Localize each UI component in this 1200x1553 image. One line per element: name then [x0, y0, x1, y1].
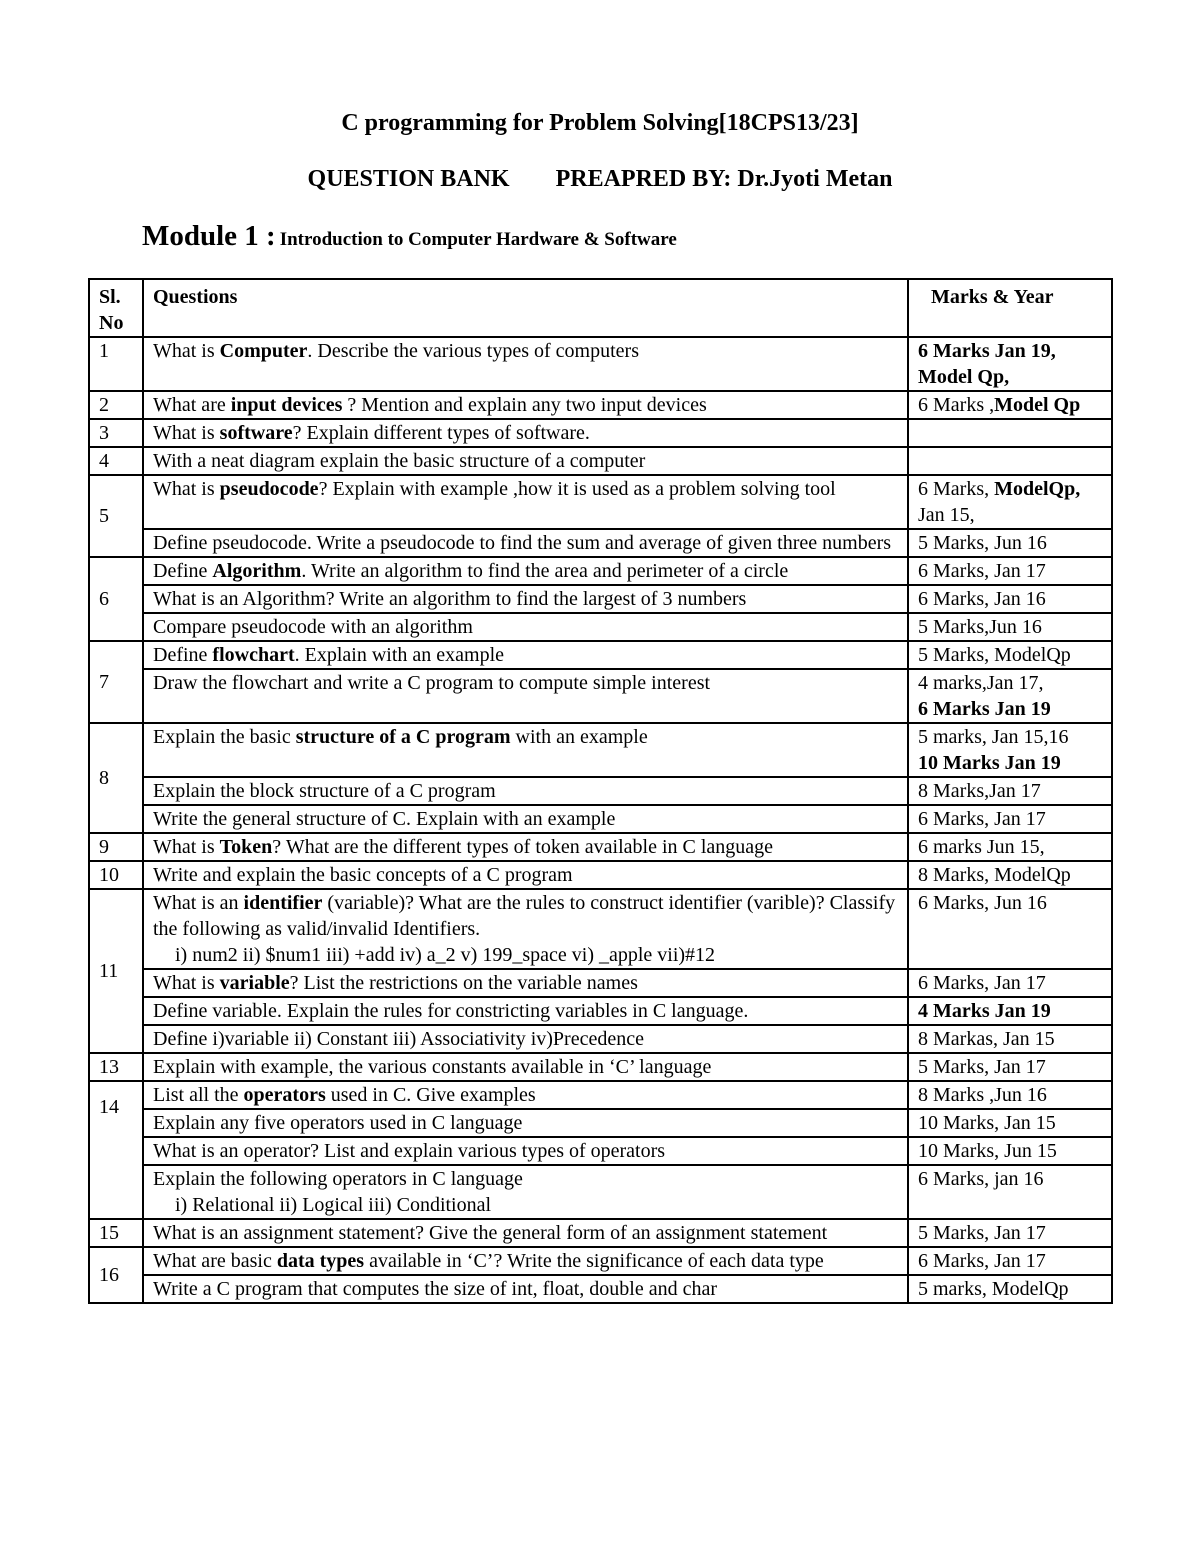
- table-row: [89, 475, 1112, 529]
- table-row: [89, 1219, 1112, 1247]
- marks-cell: 5 Marks, Jan 17: [908, 1053, 1112, 1081]
- question-cell: Write the general structure of C. Explain with an example: [143, 805, 908, 833]
- question-cell: What is an identifier (variable)? What are the rules to construct identifier (varible)? Classify the following as valid/invalid Identifiers. i) num2 ii) $num1 iii) +add iv) a_2 v) 199_space vi) _apple vii)#12: [143, 889, 908, 969]
- table-row: [89, 447, 1112, 475]
- table-row: [89, 1081, 1112, 1109]
- question-table: [88, 278, 1113, 1304]
- table-row: [89, 337, 1112, 391]
- row-number: 2: [89, 391, 143, 419]
- col-header-marks: Marks & Year: [908, 279, 1112, 337]
- marks-cell: [908, 447, 1112, 475]
- marks-cell: 6 marks Jun 15,: [908, 833, 1112, 861]
- marks-cell: 6 Marks Jan 19, Model Qp,: [908, 337, 1112, 391]
- row-number: 13: [89, 1053, 143, 1081]
- table-row: [89, 1137, 1112, 1165]
- question-cell: What is variable? List the restrictions on the variable names: [143, 969, 908, 997]
- question-cell: Explain any five operators used in C language: [143, 1109, 908, 1137]
- question-cell: What are basic data types available in ‘C’? Write the significance of each data type: [143, 1247, 908, 1275]
- table-row: [89, 889, 1112, 969]
- marks-cell: 5 marks, Jan 15,16 10 Marks Jan 19: [908, 723, 1112, 777]
- marks-cell: 10 Marks, Jan 15: [908, 1109, 1112, 1137]
- document-subtitle: [0, 166, 1200, 193]
- row-number: 16: [89, 1247, 143, 1303]
- question-cell: Write and explain the basic concepts of a C program: [143, 861, 908, 889]
- question-cell: What is an assignment statement? Give the general form of an assignment statement: [143, 1219, 908, 1247]
- table-row: [89, 419, 1112, 447]
- marks-cell: 6 Marks, Jan 16: [908, 585, 1112, 613]
- marks-cell: 6 Marks, Jan 17: [908, 557, 1112, 585]
- table-row: [89, 1025, 1112, 1053]
- marks-cell: 6 Marks, ModelQp, Jan 15,: [908, 475, 1112, 529]
- row-number: 14: [89, 1081, 143, 1219]
- question-cell: Define Algorithm. Write an algorithm to find the area and perimeter of a circle: [143, 557, 908, 585]
- table-row: [89, 557, 1112, 585]
- marks-cell: 6 Marks ,Model Qp: [908, 391, 1112, 419]
- marks-cell: 6 Marks, jan 16: [908, 1165, 1112, 1219]
- question-cell: With a neat diagram explain the basic structure of a computer: [143, 447, 908, 475]
- row-number: 3: [89, 419, 143, 447]
- marks-cell: 4 marks,Jan 17, 6 Marks Jan 19: [908, 669, 1112, 723]
- table-row: [89, 1275, 1112, 1303]
- row-number: 7: [89, 641, 143, 723]
- question-cell: Explain the basic structure of a C program with an example: [143, 723, 908, 777]
- question-bank-label: QUESTION BANK: [307, 166, 510, 192]
- question-cell: Explain with example, the various constants available in ‘C’ language: [143, 1053, 908, 1081]
- marks-cell: 8 Marks ,Jun 16: [908, 1081, 1112, 1109]
- question-cell: Write a C program that computes the size of int, float, double and char: [143, 1275, 908, 1303]
- table-row: [89, 833, 1112, 861]
- marks-cell: 4 Marks Jan 19: [908, 997, 1112, 1025]
- question-cell: Draw the flowchart and write a C program to compute simple interest: [143, 669, 908, 723]
- table-row: [89, 805, 1112, 833]
- row-number: 1: [89, 337, 143, 391]
- table-row: [89, 613, 1112, 641]
- question-cell: What is software? Explain different types of software.: [143, 419, 908, 447]
- marks-cell: 8 Marks, ModelQp: [908, 861, 1112, 889]
- question-cell: What is Computer. Describe the various types of computers: [143, 337, 908, 391]
- question-cell: Define i)variable ii) Constant iii) Associativity iv)Precedence: [143, 1025, 908, 1053]
- operator-options: i) Relational ii) Logical iii) Conditional: [175, 1194, 492, 1216]
- row-number: 8: [89, 723, 143, 833]
- marks-cell: 5 Marks,Jun 16: [908, 613, 1112, 641]
- marks-cell: 6 Marks, Jun 16: [908, 889, 1112, 969]
- table-row: [89, 1247, 1112, 1275]
- module-title: Introduction to Computer Hardware & Software: [279, 229, 677, 250]
- question-cell: What is pseudocode? Explain with example ,how it is used as a problem solving tool: [143, 475, 908, 529]
- table-row: [89, 723, 1112, 777]
- question-cell: Compare pseudocode with an algorithm: [143, 613, 908, 641]
- marks-cell: 5 Marks, ModelQp: [908, 641, 1112, 669]
- question-cell: What are input devices ? Mention and explain any two input devices: [143, 391, 908, 419]
- table-row: [89, 777, 1112, 805]
- row-number: 11: [89, 889, 143, 1053]
- question-cell: What is Token? What are the different types of token available in C language: [143, 833, 908, 861]
- question-cell: Define variable. Explain the rules for constricting variables in C language.: [143, 997, 908, 1025]
- col-header-questions: Questions: [143, 279, 908, 337]
- marks-cell: 6 Marks, Jan 17: [908, 1247, 1112, 1275]
- table-header-row: [89, 279, 1112, 337]
- question-cell: List all the operators used in C. Give examples: [143, 1081, 908, 1109]
- marks-cell: 8 Markas, Jan 15: [908, 1025, 1112, 1053]
- author-name: Dr.Jyoti Metan: [737, 166, 893, 192]
- table-row: [89, 641, 1112, 669]
- question-cell: Define flowchart. Explain with an example: [143, 641, 908, 669]
- marks-cell: 6 Marks, Jan 17: [908, 805, 1112, 833]
- marks-cell: 8 Marks,Jan 17: [908, 777, 1112, 805]
- question-cell: Explain the following operators in C language i) Relational ii) Logical iii) Conditional: [143, 1165, 908, 1219]
- question-cell: Explain the block structure of a C program: [143, 777, 908, 805]
- module-label: Module 1 :: [142, 220, 276, 252]
- table-row: [89, 969, 1112, 997]
- row-number: 5: [89, 475, 143, 557]
- table-row: [89, 997, 1112, 1025]
- col-header-slno: Sl. No: [89, 279, 143, 337]
- table-row: [89, 529, 1112, 557]
- identifier-options: i) num2 ii) $num1 iii) +add iv) a_2 v) 199_space vi) _apple vii)#12: [175, 944, 716, 966]
- marks-cell: 5 Marks, Jan 17: [908, 1219, 1112, 1247]
- row-number: 10: [89, 861, 143, 889]
- marks-cell: [908, 419, 1112, 447]
- question-cell: Define pseudocode. Write a pseudocode to find the sum and average of given three numbers: [143, 529, 908, 557]
- table-row: [89, 861, 1112, 889]
- table-row: [89, 1165, 1112, 1219]
- table-row: [89, 585, 1112, 613]
- row-number: 4: [89, 447, 143, 475]
- marks-cell: 10 Marks, Jun 15: [908, 1137, 1112, 1165]
- question-cell: What is an Algorithm? Write an algorithm to find the largest of 3 numbers: [143, 585, 908, 613]
- row-number: 15: [89, 1219, 143, 1247]
- table-row: [89, 391, 1112, 419]
- marks-cell: 6 Marks, Jan 17: [908, 969, 1112, 997]
- question-cell: What is an operator? List and explain various types of operators: [143, 1137, 908, 1165]
- table-row: [89, 669, 1112, 723]
- table-row: [89, 1053, 1112, 1081]
- row-number: 9: [89, 833, 143, 861]
- marks-cell: 5 Marks, Jun 16: [908, 529, 1112, 557]
- document-title: C programming for Problem Solving[18CPS13/23]: [341, 110, 859, 136]
- marks-cell: 5 marks, ModelQp: [908, 1275, 1112, 1303]
- prepared-by-label: PREAPRED BY:: [555, 166, 732, 192]
- row-number: 6: [89, 557, 143, 641]
- table-row: [89, 1109, 1112, 1137]
- module-heading: [142, 220, 677, 253]
